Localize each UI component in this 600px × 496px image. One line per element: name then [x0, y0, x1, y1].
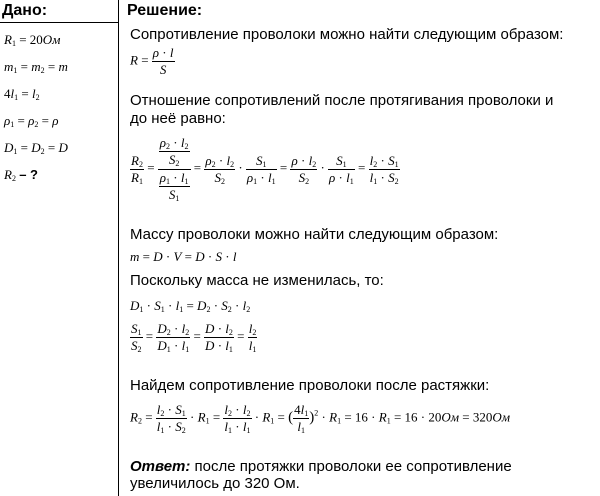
given-header: Дано: [2, 2, 48, 19]
formula-mass-equality: $D_1 \cdot S_1 \cdot l_1 = D_2 \cdot S_2 \cdot l_2$ [130, 298, 251, 314]
given-lengths: $4l_1 = l_2$ [4, 86, 40, 102]
formula-ratio: $\frac{R_2}{R_1}$ = $\frac{\frac{\rho_2 \cdot l_2}{S_2}}{\frac{\rho_1 \cdot l_1}{S_1}}$ = $\frac{\rho_2 \cdot l_2}{S_2}$ · $\frac{S_1}{\rho_1 \cdot l_1}$ = $\frac{\rho \cdot l_2}{S_2}$ · $\frac{S_1}{\rho \cdot l_1}$ = $\frac{l_2 \cdot S_1}{l_1 \cdot S_2}$ [131, 135, 399, 203]
solution-text-3: Массу проволоки можно найти следующим образом: [130, 226, 499, 243]
solution-text-1: Сопротивление проволоки можно найти следующим образом: [130, 26, 564, 43]
answer [130, 458, 590, 492]
given-unknown: $R_2$ – ? [4, 167, 38, 183]
table-divider-vertical [118, 0, 119, 496]
formula-final: $R_2$ = $\frac{l_2 \cdot S_1}{l_1 \cdot S_2}$ · $R_1$ = $\frac{l_2 \cdot l_2}{l_1 \cdot l_1}$ · $R_1$ = ( $\frac{4l_1}{l_1}$ )$^2 \cdot R_1 = 16 \cdot R_1 = 16 \cdot 20Ом = 320Ом$ [130, 402, 511, 435]
given-resistivity: $\rho_1 = \rho_2 = \rho$ [4, 113, 59, 129]
formula-resistance: R = $\frac{\rho \cdot l}{S}$ [130, 45, 174, 77]
solution-header: Решение: [127, 2, 203, 19]
given-masses: $m_1 = m_2 = m$ [4, 59, 68, 75]
given-density: $D_1 = D_2 = D$ [4, 140, 68, 156]
solution-text-2b: до неё равно: [130, 110, 226, 127]
answer-label: Ответ: [130, 458, 191, 475]
solution-text-2a: Отношение сопротивлений после протягивания проволоки и [130, 92, 554, 109]
solution-text-4: Поскольку масса не изменилась, то: [130, 272, 384, 289]
solution-text-5: Найдем сопротивление проволоки после растяжки: [130, 377, 490, 394]
given-r1: $R_1 = 20Ом$ [4, 32, 61, 48]
formula-mass: m = D · V = D · S · l [130, 249, 237, 264]
formula-area-ratio: $\frac{S_1}{S_2}$ = $\frac{D_2 \cdot l_2}{D_1 \cdot l_1}$ = $\frac{D \cdot l_2}{D \cdot l_1}$ = $\frac{l_2}{l_1}$ [131, 321, 257, 354]
table-divider-horizontal [0, 22, 119, 23]
answer-text: после протяжки проволоки ее сопротивление увеличилось до 320 Ом. [130, 458, 512, 492]
